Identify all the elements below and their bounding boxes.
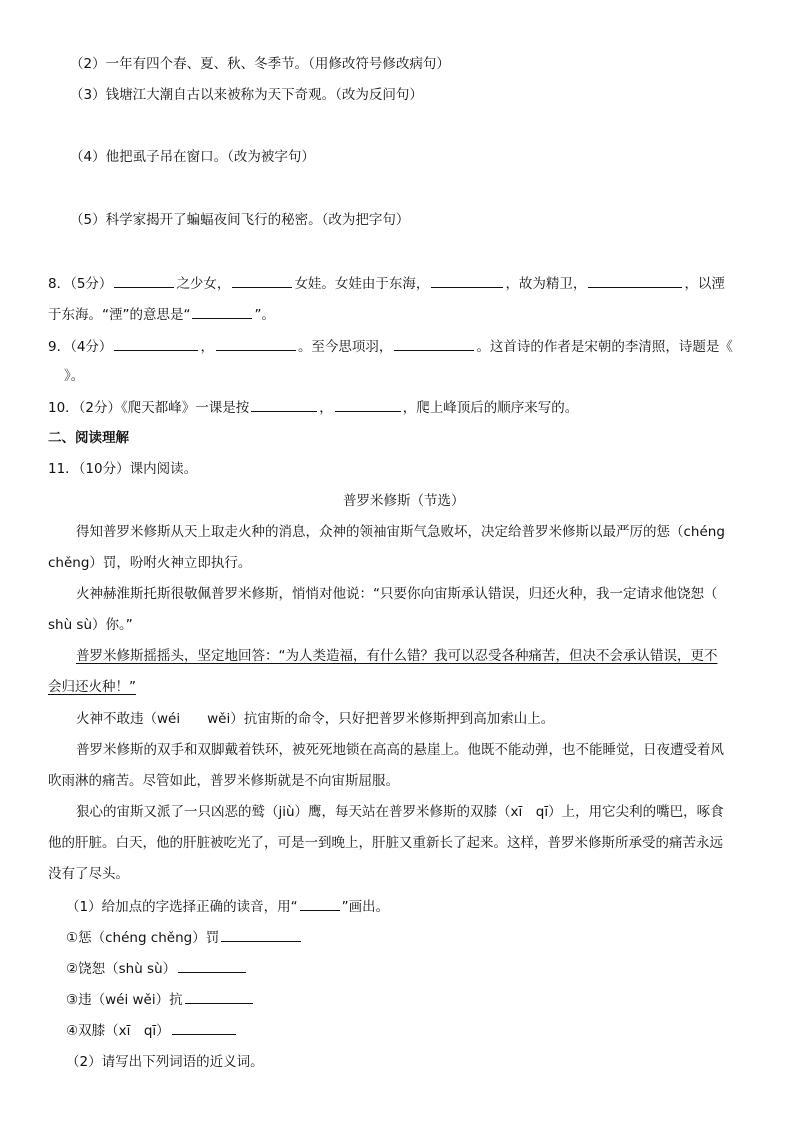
q9-text-1: ， [200,339,214,355]
q8-text-4: ，以湮 [684,276,725,292]
q9-line-1 [48,336,733,357]
q10-text-2: ， [319,400,333,416]
q7-item-3: （3）钱塘江大潮自古以来被称为天下奇观。（改为反问句） [70,87,423,103]
q9-blank-1[interactable] [114,336,198,351]
passage-p6-line-1: 狠心的宙斯又派了一只凶恶的鹫（jiù）鹰，每天站在普罗米修斯的双膝（xī qī）上，用它尖利的嘴巴，啄食 [76,804,724,820]
q11-option-3 [66,989,255,1010]
q8-blank-4[interactable] [588,273,682,288]
q11-option-4-blank[interactable] [172,1020,236,1035]
q11-sub2: （2）请写出下列词语的近义词。 [66,1054,264,1070]
q9-line-2: 》。 [64,368,85,384]
q8-text-6: ”。 [254,307,275,323]
passage-p2-line-1: 火神赫淮斯托斯很敬佩普罗米修斯，悄悄对他说：“只要你向宙斯承认错误，归还火种，我一定请求他饶恕（ [76,586,718,602]
q11-sub1-text-1: （1）给加点的字选择正确的读音，用“ [66,899,298,915]
q8-text-5: 于东海。“湮”的意思是“ [48,307,191,323]
q11-option-4 [66,1020,238,1041]
passage-p2-line-2: shù sù）你。” [48,617,133,633]
passage-p1-line-2: chěng）罚，吩咐火神立即执行。 [48,555,252,571]
q11-option-1-blank[interactable] [221,927,301,942]
passage-title: 普罗米修斯（节选） [343,493,465,509]
q11-heading: 11．（10分）课内阅读。 [48,461,198,477]
q8-blank-5[interactable] [192,304,252,319]
q9-text-2: 。至今思项羽， [297,339,393,355]
q11-sub1 [66,896,389,917]
q11-option-1-text: ①惩（chéng chěng）罚 [66,930,220,946]
q11-option-2-blank[interactable] [178,958,246,973]
q8-blank-3[interactable] [431,273,503,288]
q8-line-1 [48,273,725,294]
q9-text-3: 。这首诗的作者是宋朝的李清照，诗题是《 [476,339,733,355]
q10-blank-1[interactable] [251,397,317,412]
q9-blank-2[interactable] [216,336,296,351]
passage-p5-line-1: 普罗米修斯的双手和双脚戴着铁环，被死死地锁在高高的悬崖上。他既不能动弹，也不能睡觉，日夜遭受着风 [76,742,724,758]
q8-blank-1[interactable] [114,273,174,288]
q11-option-2-text: ②饶恕（shù sù） [66,961,177,977]
q11-option-3-text: ③违（wéi wěi）抗 [66,992,183,1008]
q7-item-4: （4）他把虱子吊在窗口。（改为被字句） [70,149,315,165]
section-heading: 二、阅读理解 [48,430,129,446]
passage-p3-line-1: 普罗米修斯摇摇头，坚定地回答：“为人类造福，有什么错？我可以忍受各种痛苦，但决不会承认错误，更不 [76,648,718,664]
q8-number: 8．（5分） [48,276,113,292]
q10-text-3: ，爬上峰顶后的顺序来写的。 [402,400,579,416]
q9-blank-3[interactable] [394,336,474,351]
passage-p3-line-2: 会归还火种！” [48,679,136,695]
q10-blank-2[interactable] [335,397,401,412]
q11-sub1-underline-sample [300,896,340,911]
q7-item-2: （2）一年有四个春、夏、秋、冬季节。（用修改符号修改病句） [70,56,450,72]
q7-item-5: （5）科学家揭开了蝙蝠夜间飞行的秘密。（改为把字句） [70,212,410,228]
passage-p6-line-3: 没有了尽头。 [48,866,129,882]
q8-text-3: ，故为精卫， [505,276,587,292]
q8-text-2: 女娃。女娃由于东海， [294,276,430,292]
q10-text-1: 10．（2分）《爬天都峰》一课是按 [48,400,250,416]
q11-option-4-text: ④双膝（xī qī） [66,1023,170,1039]
q11-sub1-text-2: ”画出。 [341,899,390,915]
passage-p1-line-1: 得知普罗米修斯从天上取走火种的消息，众神的领袖宙斯气急败坏，决定给普罗米修斯以最严厉的惩（chéng [76,524,725,540]
q11-option-2 [66,958,248,979]
passage-p4: 火神不敢违（wéi wěi）抗宙斯的命令，只好把普罗米修斯押到高加索山上。 [76,711,555,727]
q8-blank-2[interactable] [232,273,292,288]
passage-p5-line-2: 吹雨淋的痛苦。尽管如此，普罗米修斯就是不向宙斯屈服。 [48,773,399,789]
q9-number: 9．（4分） [48,339,113,355]
passage-p6-line-2: 他的肝脏。白天，他的肝脏被吃光了，可是一到晚上，肝脏又重新长了起来。这样，普罗米修斯所承受的痛苦永远 [48,835,723,851]
q8-text-1: 之少女， [176,276,231,292]
q10-line [48,397,578,418]
q11-option-1 [66,927,303,948]
q11-option-3-blank[interactable] [185,989,253,1004]
q8-line-2 [48,304,275,325]
